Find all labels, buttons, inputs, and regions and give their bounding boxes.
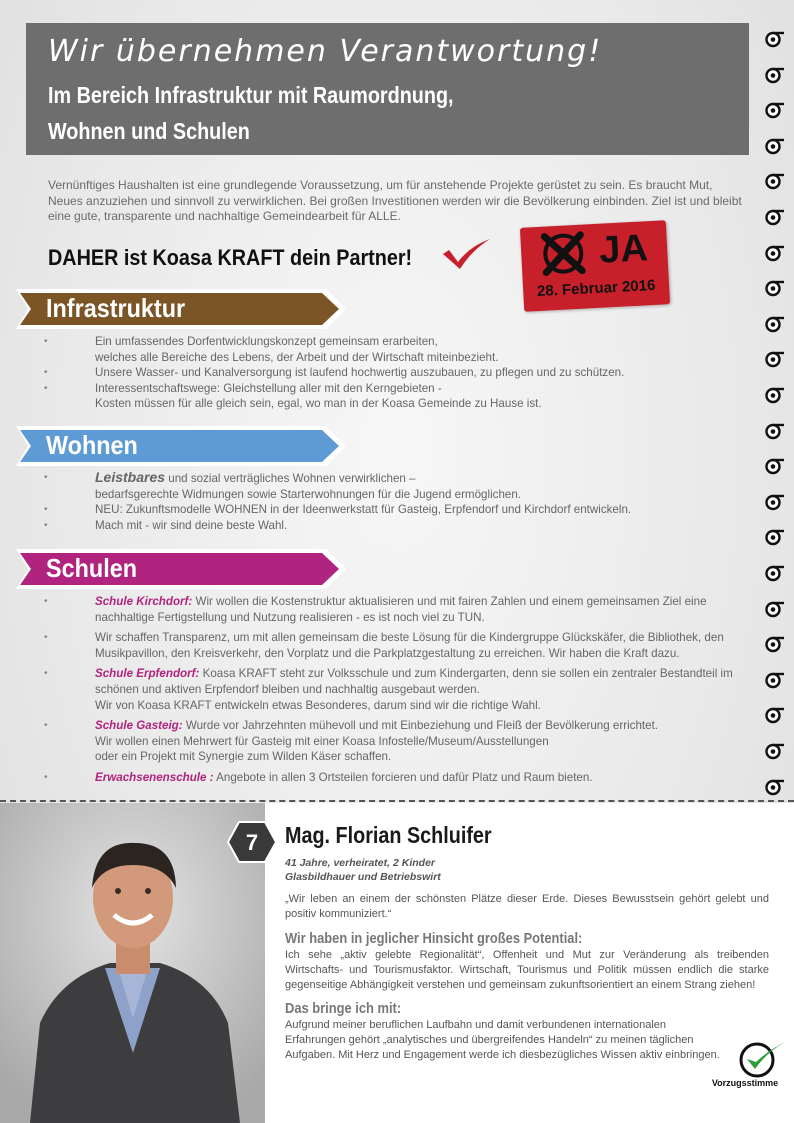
- binding-ring: [765, 493, 784, 512]
- list-item: • Ein umfassendes Dorfentwicklungskonzept gemeinsam erarbeiten, welches alle Bereiche des Lebens, der Arbeit und der Wirtschaft miteinbezieht.: [44, 334, 704, 365]
- list-item: • Wir schaffen Transparenz, um mit allen gemeinsam die beste Lösung für die Kindergruppe Glückskäfer, die Bibliothek, den Musikpavillon, den Kreisverkehr, den Vorplatz und die Parkplatzgestaltung zu erreichen. Wir haben die Kraft dazu.: [44, 630, 754, 661]
- binding-ring: [765, 706, 784, 725]
- election-stamp: [520, 220, 670, 312]
- binding-ring: [765, 137, 784, 156]
- binding-ring: [765, 422, 784, 441]
- binding-ring: [765, 350, 784, 369]
- binding-ring: [765, 671, 784, 690]
- header-tagline: Wir übernehmen Verantwortung!: [48, 34, 603, 69]
- candidate-name: Mag. Florian Schluifer: [285, 822, 492, 848]
- dashed-divider: [0, 800, 794, 802]
- binding-ring: [765, 30, 784, 49]
- candidate-profession: Glasbildhauer und Betriebswirt: [285, 871, 441, 883]
- banner-title: Wohnen: [46, 430, 138, 460]
- paragraph-qualifications: Aufgrund meiner beruflichen Laufbahn und damit verbundenen internationalen Erfahrungen gehört „analytisches und übergreifendes Handeln“ zu meinen täglichen Aufgaben. Mit Herz und Engagement werde ich diesbezügliches Wissen aktiv einbringen.: [285, 1019, 720, 1061]
- binding-ring: [765, 778, 784, 797]
- binding-ring: [765, 172, 784, 191]
- binding-ring: [765, 386, 784, 405]
- header-title-line2: Wohnen und Schulen: [48, 118, 250, 144]
- list-item: • Mach mit - wir sind deine beste Wahl.: [44, 518, 724, 534]
- banner-title: Schulen: [46, 553, 138, 583]
- candidate-age-family: 41 Jahre, verheiratet, 2 Kinder: [285, 857, 435, 869]
- binding-ring: [765, 635, 784, 654]
- subheading-potential: Wir haben in jeglicher Hinsicht großes Potential:: [285, 930, 583, 947]
- candidate-quote: „Wir leben an einem der schönsten Plätze dieser Erde. Dieses Bewusstsein gehört gelebt und positiv kommuniziert.“: [285, 893, 769, 920]
- banner-infrastruktur: [14, 287, 348, 331]
- vote-check-icon: [735, 1040, 790, 1080]
- binding-ring: [765, 208, 784, 227]
- binding-ring: [765, 244, 784, 263]
- list-number-badge: [227, 820, 277, 864]
- intro-paragraph: Vernünftiges Haushalten ist eine grundlegende Voraussetzung, um für anstehende Projekte gerüstet zu sein. Es braucht Mut, Neues anzuziehen und sinnvoll zu verwirklichen. Bei großen Investitionen werden wir die Bevölkerung einbinden. Ziel ist und bleibt eine gute, transparente und nachhaltige Gemeindearbeit für ALLE.: [48, 178, 742, 224]
- list-schulen: [44, 594, 754, 786]
- binding-ring: [765, 66, 784, 85]
- binding-ring: [765, 457, 784, 476]
- banner-schulen: [14, 547, 348, 591]
- list-item: • Schule Kirchdorf: Wir wollen die Kostenstruktur aktualisieren und mit fairen Zahlen und einem gemeinsamen Ziel eine nachhaltige Fertigstellung und Nutzung realisieren - es ist noch viel zu TUN.: [44, 594, 754, 625]
- header-title-line1: Im Bereich Infrastruktur mit Raumordnung,: [48, 82, 454, 108]
- paragraph-potential: Ich sehe „aktiv gelebte Regionalität“, Offenheit und Mut zur Veränderung als treibenden Wirtschafts- und Tourismusfaktor. Wirtschaft, Tourismus und Politik müssen endlich die starke gegenseitige Abhängigkeit verstehen und gemeinsam zukunftsorientiert an einem Strang ziehen!: [285, 949, 769, 991]
- binding-ring: [765, 315, 784, 334]
- stamp-yes: JA: [598, 227, 649, 272]
- binding-ring: [765, 528, 784, 547]
- binding-ring: [765, 279, 784, 298]
- banner-title: Infrastruktur: [46, 293, 186, 323]
- list-item: • Interessentschaftswege: Gleichstellung aller mit den Kerngebieten - Kosten müssen für alle gleich sein, egal, wo man in der Koasa Gemeinde zu Hause ist.: [44, 381, 704, 412]
- binding-ring: [765, 101, 784, 120]
- binding-ring: [765, 564, 784, 583]
- red-checkmark-icon: [440, 236, 492, 270]
- list-item: • Leistbares und sozial verträgliches Wohnen verwirklichen – bedarfsgerechte Widmungen sowie Starterwohnungen für die Jugend ermöglichen.: [44, 470, 724, 502]
- claim-headline: DAHER ist Koasa KRAFT dein Partner!: [48, 245, 413, 270]
- list-wohnen: [44, 470, 724, 533]
- list-infrastruktur: [44, 334, 704, 412]
- binding-ring: [765, 742, 784, 761]
- candidate-photo: [0, 803, 265, 1123]
- list-item: • NEU: Zukunftsmodelle WOHNEN in der Ideenwerkstatt für Gasteig, Erpfendorf und Kirchdorf entwickeln.: [44, 502, 724, 518]
- list-item: • Erwachsenenschule : Angebote in allen 3 Ortsteilen forcieren und dafür Platz und Raum bieten.: [44, 770, 754, 786]
- banner-wohnen: [14, 424, 348, 468]
- list-item: • Schule Gasteig: Wurde vor Jahrzehnten mühevoll und mit Einbeziehung und Fleiß der Bevölkerung errichtet. Wir wollen einen Mehrwert für Gasteig mit einer Koasa Infostelle/Museum/Ausstellungen oder ein Projekt mit Synergie zum Wilden Käser schaffen.: [44, 718, 754, 765]
- cross-vote-icon: [540, 231, 586, 277]
- stamp-date: 28. Februar 2016: [536, 276, 656, 301]
- list-item: • Unsere Wasser- und Kanalversorgung ist laufend hochwertig auszubauen, zu pflegen und zu schützen.: [44, 365, 704, 381]
- list-item: • Schule Erpfendorf: Koasa KRAFT steht zur Volksschule und zum Kindergarten, denn sie sollen ein zentraler Bestandteil im schönen und aktiven Erpfendorf bleiben und nachhaltig ausgebaut werden. Wir von Koasa KRAFT entwickeln etwas Besonderes, darum sind wir die richtige Wahl.: [44, 666, 754, 713]
- list-number: 7: [245, 830, 259, 855]
- binding-ring: [765, 600, 784, 619]
- subheading-qualifications: Das bringe ich mit:: [285, 1000, 402, 1017]
- preference-vote-label: Vorzugsstimme: [711, 1078, 779, 1088]
